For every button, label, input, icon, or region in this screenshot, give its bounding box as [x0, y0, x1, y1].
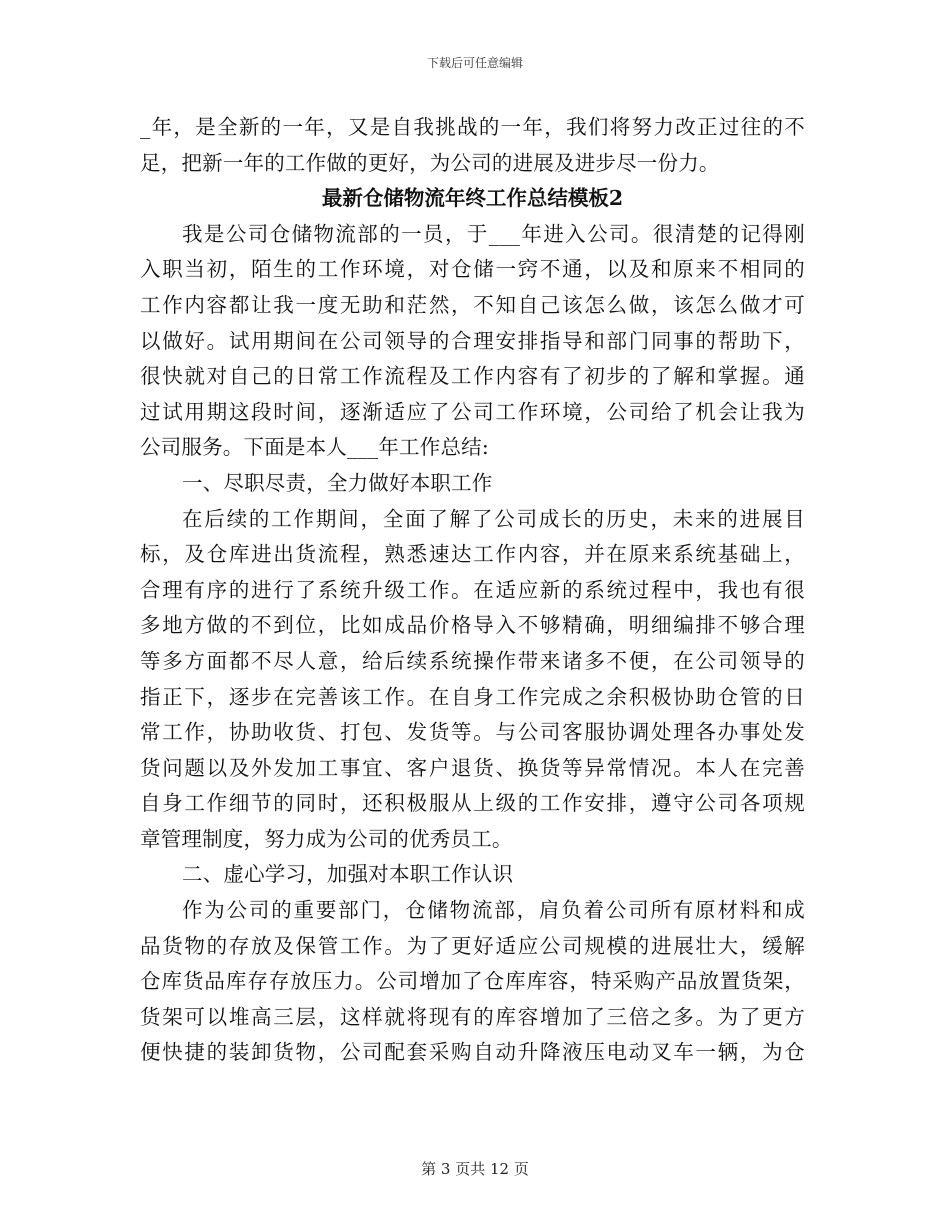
text-line: 很快就对自己的日常工作流程及工作内容有了初步的了解和掌握。通: [140, 364, 805, 389]
text-line: 过试用期这段时间，逐渐适应了公司工作环境，公司给了机会让我为: [140, 399, 805, 424]
text-line: 便快捷的装卸货物，公司配套采购自动升降液压电动叉车一辆，为仓: [140, 1040, 805, 1065]
text-line: 仓库货品库存存放压力。公司增加了仓库库容，特采购产品放置货架，: [140, 969, 805, 994]
text-line: 指正下，逐步在完善该工作。在自身工作完成之余积极协助仓管的日: [140, 684, 805, 709]
text-line: 自身工作细节的同时，还积极服从上级的工作安排，遵守公司各项规: [140, 791, 805, 816]
text-line: 以做好。试用期间在公司领导的合理安排指导和部门同事的帮助下，: [140, 328, 805, 353]
document-body: [140, 110, 805, 1071]
page-footer: 第 3 页共 12 页: [421, 1160, 529, 1178]
text-line: 入职当初，陌生的工作环境，对仓储一窍不通，以及和原来不相同的: [140, 257, 805, 282]
text-line: 作为公司的重要部门，仓储物流部，肩负着公司所有原材料和成: [182, 898, 805, 923]
section-title: 最新仓储物流年终工作总结模板2: [321, 186, 624, 211]
header-note: 下载后可任意编辑: [426, 56, 523, 70]
text-line: 在后续的工作期间，全面了解了公司成长的历史，未来的进展目: [182, 506, 805, 531]
text-line: 二、虚心学习，加强对本职工作认识: [182, 862, 514, 887]
text-line: 我是公司仓储物流部的一员，于___年进入公司。很清楚的记得刚: [182, 221, 805, 246]
text-line: 货架可以堆高三层，这样就将现有的库容增加了三倍之多。为了更方: [140, 1004, 805, 1029]
text-line: 标，及仓库进出货流程，熟悉速达工作内容，并在原来系统基础上，: [140, 542, 805, 567]
text-line: 常工作，协助收货、打包、发货等。与公司客服协调处理各办事处发: [140, 720, 805, 745]
text-line: 货问题以及外发加工事宜、客户退货、换货等异常情况。本人在完善: [140, 755, 805, 780]
text-line: 多地方做的不到位，比如成品价格导入不够精确，明细编排不够合理: [140, 613, 805, 638]
text-line: 一、尽职尽责，全力做好本职工作: [182, 470, 493, 495]
text-line: 公司服务。下面是本人___年工作总结:: [140, 435, 489, 460]
text-line: 品货物的存放及保管工作。为了更好适应公司规模的进展壮大，缓解: [140, 933, 805, 958]
text-line: 工作内容都让我一度无助和茫然，不知自己该怎么做，该怎么做才可: [140, 292, 805, 317]
text-line: 合理有序的进行了系统升级工作。在适应新的系统过程中，我也有很: [140, 577, 805, 602]
text-line: 等多方面都不尽人意，给后续系统操作带来诸多不便，在公司领导的: [140, 648, 805, 673]
text-line: 足，把新一年的工作做的更好，为公司的进展及进步尽一份力。: [140, 150, 720, 175]
text-line: 章管理制度，努力成为公司的优秀员工。: [140, 826, 513, 851]
text-line: _年，是全新的一年，又是自我挑战的一年，我们将努力改正过往的不: [140, 115, 805, 139]
